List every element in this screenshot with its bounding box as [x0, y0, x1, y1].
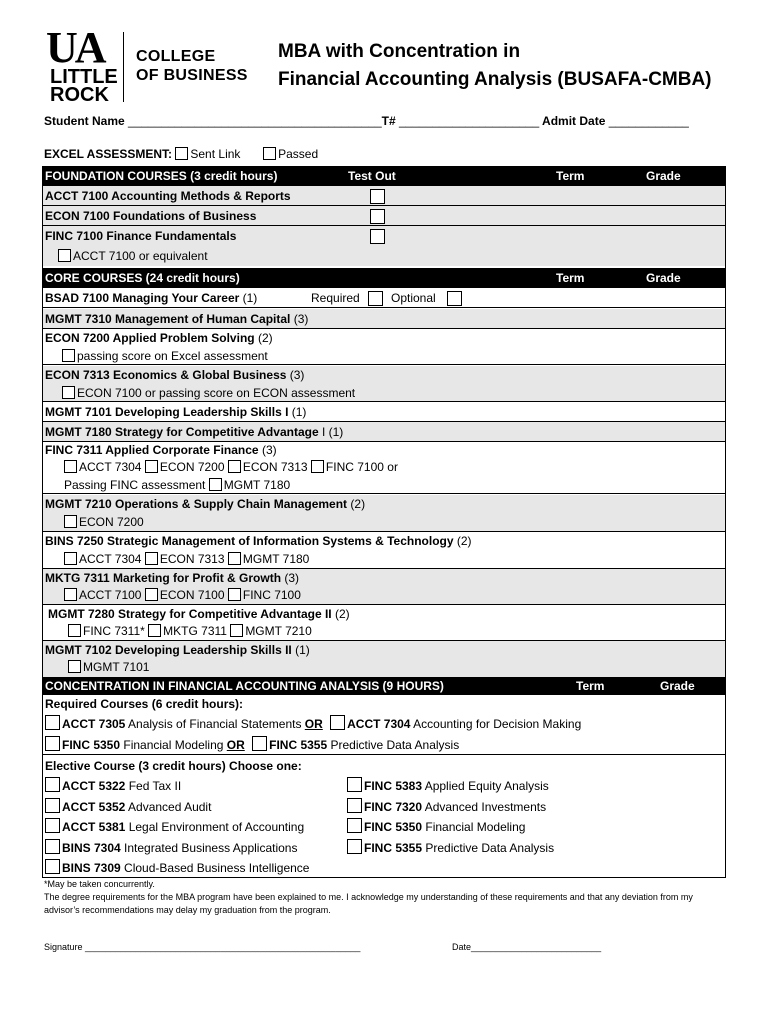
footnote-concurrent: *May be taken concurrently.: [44, 879, 155, 889]
elective-row: [42, 817, 726, 837]
course-name: MGMT 7101 Developing Leadership Skills I (1): [45, 405, 307, 419]
course-row-finc7100: [42, 226, 726, 246]
elective-option: [347, 797, 546, 817]
prereq-checkbox[interactable]: [228, 588, 241, 601]
test-out-checkbox[interactable]: [370, 228, 387, 248]
sent-link-label: Sent Link: [190, 147, 241, 161]
logo-little: LITTLE: [50, 66, 118, 88]
course-name: ECON 7313 Economics & Global Business (3): [45, 368, 305, 382]
elective-checkbox[interactable]: [45, 798, 60, 813]
page-title-line1: MBA with Concentration in: [278, 41, 521, 62]
course-row-mgmt7310: [42, 309, 726, 329]
elective-option: [347, 817, 525, 837]
logo-rock: ROCK: [50, 84, 109, 106]
prereq-checkbox[interactable]: [145, 588, 158, 601]
finc5355-checkbox[interactable]: [252, 736, 267, 751]
elective-title: Advanced Investments: [422, 800, 547, 814]
elective-title: Predictive Data Analysis: [422, 841, 555, 855]
course-name: MGMT 7180 Strategy for Competitive Advantage I (1): [45, 425, 344, 439]
prereq-row-finc7100: [42, 246, 726, 266]
acknowledgement-line2: advisor’s recommendations may delay my graduation from the program.: [44, 905, 331, 915]
elective-code: FINC 7320: [364, 800, 423, 814]
required-row-1: [42, 714, 726, 734]
prereq: FINC 7311* MKTG 7311 MGMT 7210: [68, 623, 312, 640]
finc5350-checkbox[interactable]: [45, 736, 60, 751]
course-row-bins7250: [42, 532, 726, 550]
elective-checkbox[interactable]: [45, 839, 60, 854]
date-label: Date: [452, 942, 472, 952]
logo-divider: [123, 32, 124, 102]
elective-checkbox[interactable]: [347, 818, 362, 833]
course-row-acct7100: [42, 186, 726, 206]
elective-code: BINS 7304: [62, 841, 121, 855]
test-out-checkbox[interactable]: [370, 188, 387, 208]
course-name: ECON 7200 Applied Problem Solving (2): [45, 331, 273, 345]
foundation-header-label: FOUNDATION COURSES (3 credit hours): [45, 169, 278, 183]
concentration-header: [42, 677, 726, 695]
prereq-checkbox[interactable]: [68, 624, 81, 637]
elective-title: Applied Equity Analysis: [422, 779, 549, 793]
core-header: [42, 268, 726, 288]
date-line: [452, 941, 601, 954]
prereq: ACCT 7100 ECON 7100 FINC 7100: [64, 587, 301, 604]
prereq-checkbox[interactable]: [64, 588, 77, 601]
prereq-checkbox[interactable]: [58, 249, 71, 262]
prereq-checkbox[interactable]: [64, 552, 77, 565]
course-row-mgmt7101: [42, 402, 726, 422]
signature-field[interactable]: _______________________________________________________: [85, 942, 361, 952]
course-row-mgmt7210: [42, 495, 726, 513]
prereq-row-finc7311-a: [42, 459, 726, 476]
elective-option: [45, 858, 309, 878]
elective-code: BINS 7309: [62, 861, 121, 875]
prereq: ACCT 7304 ECON 7200 ECON 7313 FINC 7100 or: [64, 459, 398, 476]
test-out-header: Test Out: [348, 169, 396, 183]
course-name: MKTG 7311 Marketing for Profit & Growth (3): [45, 571, 300, 585]
prereq: MGMT 7101: [68, 659, 149, 676]
optional-label: Optional: [391, 291, 436, 305]
signature-label: Signature: [44, 942, 83, 952]
prereq-row-bins7250: [42, 550, 726, 569]
elective-label: Elective Course (3 credit hours) Choose one:: [45, 759, 302, 773]
prereq: ECON 7100 or passing score on ECON assessment: [62, 384, 355, 402]
elective-code: FINC 5383: [364, 779, 423, 793]
elective-option: [45, 817, 304, 837]
college-name-line2: OF BUSINESS: [136, 67, 248, 84]
optional-checkbox[interactable]: [447, 290, 464, 310]
tnum-blank[interactable]: _____________________: [399, 114, 540, 128]
grade-header: Grade: [646, 169, 681, 183]
college-name-line1: COLLEGE: [136, 48, 216, 65]
acknowledgement-line1: The degree requirements for the MBA program have been explained to me. I acknowledge my understanding of these requirements and that any deviation from my: [44, 892, 693, 902]
elective-label-row: [42, 756, 726, 776]
prereq-row-mgmt7210: [42, 513, 726, 532]
course-name: ACCT 7100 Accounting Methods & Reports: [45, 189, 291, 203]
elective-option: [45, 776, 181, 796]
prereq-checkbox[interactable]: [145, 552, 158, 565]
required-label: Required: [311, 291, 360, 305]
term-header: Term: [576, 679, 605, 693]
prereq-checkbox[interactable]: [230, 624, 243, 637]
course-name: FINC 7100 Finance Fundamentals: [45, 229, 237, 243]
course-name: MGMT 7280 Strategy for Competitive Advantage II (2): [48, 607, 350, 621]
course-name: BINS 7250 Strategic Management of Information Systems & Technology (2): [45, 534, 472, 548]
elective-code: ACCT 5322: [62, 779, 126, 793]
tnum-label: T#: [381, 114, 396, 128]
prereq-checkbox[interactable]: [311, 460, 324, 473]
admit-date-label: Admit Date: [542, 114, 606, 128]
page-title-line2: Financial Accounting Analysis (BUSAFA-CMBA): [278, 69, 712, 90]
prereq-checkbox[interactable]: [145, 460, 158, 473]
elective-checkbox[interactable]: [45, 777, 60, 792]
course-row-mktg7311: [42, 569, 726, 587]
course-row-mgmt7180: [42, 422, 726, 442]
acct7305-checkbox[interactable]: [45, 715, 60, 730]
prereq-checkbox[interactable]: [209, 478, 222, 491]
prereq-checkbox[interactable]: [68, 660, 81, 673]
elective-row: [42, 776, 726, 796]
student-name-blank[interactable]: ______________________________________: [128, 114, 382, 128]
prereq-checkbox[interactable]: [228, 460, 241, 473]
elective-code: ACCT 5381: [62, 820, 126, 834]
passed-label: Passed: [278, 147, 319, 161]
elective-title: Cloud-Based Business Intelligence: [120, 861, 310, 875]
course-row-bsad7100: [42, 288, 726, 308]
prereq-checkbox[interactable]: [64, 515, 77, 528]
course-row-econ7313: [42, 366, 726, 384]
prereq-checkbox[interactable]: [148, 624, 161, 637]
foundation-header: [42, 166, 726, 186]
grade-header: Grade: [646, 271, 681, 285]
elective-title: Fed Tax II: [125, 779, 182, 793]
prereq-row-finc7311-b: [42, 476, 726, 494]
prereq-checkbox[interactable]: [228, 552, 241, 565]
elective-title: Advanced Audit: [125, 800, 212, 814]
prereq-checkbox[interactable]: [62, 349, 75, 362]
elective-checkbox[interactable]: [45, 859, 60, 874]
term-header: Term: [556, 271, 585, 285]
elective-title: Financial Modeling: [422, 820, 526, 834]
course-name: MGMT 7210 Operations & Supply Chain Management (2): [45, 497, 366, 511]
prereq: passing score on Excel assessment: [62, 347, 268, 365]
date-field[interactable]: __________________________: [471, 942, 602, 952]
admit-date-blank[interactable]: ____________: [608, 114, 689, 128]
course-row-mgmt7280: [42, 605, 726, 623]
signature-line: [44, 941, 360, 954]
logo-ua: UA: [46, 23, 104, 72]
sent-link-checkbox[interactable]: [175, 147, 188, 160]
prereq: ACCT 7304 ECON 7313 MGMT 7180: [64, 550, 309, 568]
test-out-checkbox[interactable]: [370, 208, 387, 228]
course-name: MGMT 7310 Management of Human Capital (3): [45, 312, 309, 326]
elective-option: [45, 797, 211, 817]
course-row-econ7200: [42, 329, 726, 347]
elective-row: [42, 797, 726, 817]
course-name: MGMT 7102 Developing Leadership Skills II (1): [45, 643, 310, 657]
prereq-row-mktg7311: [42, 587, 726, 605]
core-header-label: CORE COURSES (24 credit hours): [45, 271, 240, 285]
course-row-econ7100: [42, 206, 726, 226]
elective-checkbox[interactable]: [347, 798, 362, 813]
passed-checkbox[interactable]: [263, 147, 276, 160]
prereq-checkbox[interactable]: [64, 460, 77, 473]
elective-checkbox[interactable]: [347, 839, 362, 854]
student-name-label: Student Name: [44, 114, 125, 128]
elective-title: Legal Environment of Accounting: [125, 820, 305, 834]
prereq-row-econ7313: [42, 384, 726, 402]
elective-code: FINC 5355: [364, 841, 423, 855]
elective-row: [42, 838, 726, 858]
course-name: BSAD 7100 Managing Your Career (1): [45, 291, 258, 305]
prereq-row-econ7200: [42, 347, 726, 365]
student-info-line: [44, 114, 689, 128]
elective-code: ACCT 5352: [62, 800, 126, 814]
elective-code: FINC 5350: [364, 820, 423, 834]
grade-header: Grade: [660, 679, 695, 693]
required-courses-label-row: [42, 695, 726, 714]
elective-row: [42, 858, 726, 878]
prereq-row-mgmt7102: [42, 659, 726, 677]
excel-assessment-label: EXCEL ASSESSMENT:: [44, 147, 173, 161]
required-option-finc5350: FINC 5350 Financial Modeling OR FINC 5355 Predictive Data Analysis: [45, 735, 459, 755]
elective-option: [347, 776, 549, 796]
elective-checkbox[interactable]: [347, 777, 362, 792]
required-row-2: [42, 735, 726, 755]
elective-checkbox[interactable]: [45, 818, 60, 833]
prereq-checkbox[interactable]: [62, 386, 75, 399]
course-row-mgmt7102: [42, 641, 726, 659]
prereq-row-mgmt7280: [42, 623, 726, 641]
term-header: Term: [556, 169, 585, 183]
elective-option: [45, 838, 297, 858]
concentration-header-label: CONCENTRATION IN FINANCIAL ACCOUNTING ANALYSIS (9 HOURS): [45, 679, 444, 693]
elective-option: [347, 838, 554, 858]
excel-assessment-row: [44, 147, 318, 161]
course-name: FINC 7311 Applied Corporate Finance (3): [45, 443, 277, 457]
course-name: ECON 7100 Foundations of Business: [45, 209, 257, 223]
course-row-finc7311: [42, 442, 726, 459]
prereq: ECON 7200: [64, 513, 144, 531]
prereq: ACCT 7100 or equivalent: [58, 246, 208, 266]
required-option-acct7305: ACCT 7305 Analysis of Financial Statements OR ACCT 7304 Accounting for Decision Making: [45, 714, 581, 734]
required-courses-label: Required Courses (6 credit hours):: [45, 697, 244, 711]
required-checkbox[interactable]: [368, 290, 385, 310]
prereq: Passing FINC assessment MGMT 7180: [64, 478, 291, 492]
acct7304-checkbox[interactable]: [330, 715, 345, 730]
elective-title: Integrated Business Applications: [120, 841, 298, 855]
